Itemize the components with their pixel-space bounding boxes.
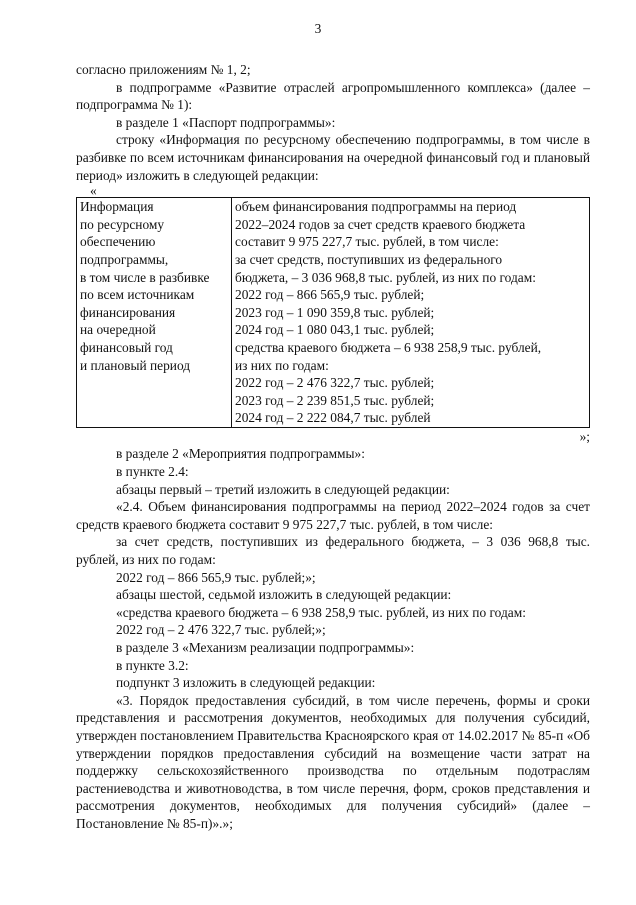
table-cell-label <box>77 198 232 428</box>
value-line: 2022 год – 866 565,9 тыс. рублей; <box>235 287 425 303</box>
table-cell-value <box>232 198 590 428</box>
paragraph: 2022 год – 866 565,9 тыс. рублей;»; <box>116 569 316 585</box>
table-row <box>77 198 590 428</box>
value-line: 2024 год – 2 222 084,7 тыс. рублей <box>235 410 431 426</box>
paragraph: строку «Информация по ресурсному обеспечению подпрограммы, в том числе в разбивке по всем источникам финансирования на очередной финансовый год и плановый период» изложить в следующей редакции: <box>76 132 590 183</box>
paragraph: в разделе 2 «Мероприятия подпрограммы»: <box>116 446 365 462</box>
paragraph: в пункте 3.2: <box>116 657 189 673</box>
value-line: составит 9 975 227,7 тыс. рублей, в том числе: <box>235 234 499 250</box>
paragraph: в подпрограмме «Развитие отраслей агропромышленного комплекса» (далее – подпрограмма № 1): <box>76 79 590 113</box>
paragraph: абзацы первый – третий изложить в следующей редакции: <box>116 481 450 497</box>
paragraph: абзацы шестой, седьмой изложить в следующей редакции: <box>116 587 452 603</box>
page-number: 3 <box>314 21 322 36</box>
label-line: финансовый год <box>80 339 173 355</box>
value-line: 2023 год – 1 090 359,8 тыс. рублей; <box>235 304 435 320</box>
paragraph: в пункте 2.4: <box>116 464 189 480</box>
value-line: объем финансирования подпрограммы на период <box>235 199 517 215</box>
paragraph: в разделе 3 «Механизм реализации подпрограммы»: <box>116 640 415 655</box>
label-line: в том числе в разбивке <box>80 269 210 285</box>
value-line: бюджета, – 3 036 968,8 тыс. рублей, из них по годам: <box>235 269 536 285</box>
label-line: на очередной <box>80 322 156 338</box>
quote-open: « <box>90 183 97 199</box>
paragraph: «3. Порядок предоставления субсидий, в том числе перечень, формы и сроки представления и рассмотрения документов, необходимых для получения субсидий, утвержден постановлением Правительства Красноярского края от 14.02.2017 № 85-п «Об утверждении порядков предоставления субсидий на возмещение части затрат на поддержку сельскохозяйственного производства по отдельным подотраслям растениеводства и животноводства, в том числе перечня, форм, сроков представления и рассмотрения документов, необходимых для получения субсидий» (далее – Постановление № 85-п)».»; <box>76 692 590 831</box>
value-line: средства краевого бюджета – 6 938 258,9 тыс. рублей, <box>235 339 542 355</box>
quote-close: »; <box>579 428 590 444</box>
value-line: 2024 год – 1 080 043,1 тыс. рублей; <box>235 322 435 338</box>
resource-table <box>76 197 590 428</box>
paragraph: 2022 год – 2 476 322,7 тыс. рублей;»; <box>116 622 326 638</box>
value-line: 2023 год – 2 239 851,5 тыс. рублей; <box>235 392 435 408</box>
label-line: Информация <box>80 199 154 215</box>
value-line: за счет средств, поступивших из федерального <box>235 251 503 267</box>
document-body <box>76 61 590 833</box>
paragraph: за счет средств, поступивших из федерального бюджета, – 3 036 968,8 тыс. рублей, из них по годам: <box>76 534 590 568</box>
label-line: по всем источникам <box>80 287 195 303</box>
value-line: 2022–2024 годов за счет средств краевого бюджета <box>235 216 526 232</box>
label-line: обеспечению <box>80 234 156 250</box>
label-line: и плановый период <box>80 357 191 373</box>
value-line: из них по годам: <box>235 357 329 373</box>
label-line: по ресурсному <box>80 216 165 232</box>
paragraph: «средства краевого бюджета – 6 938 258,9 тыс. рублей, из них по годам: <box>116 604 526 620</box>
paragraph: в разделе 1 «Паспорт подпрограммы»: <box>116 114 336 130</box>
label-line: финансирования <box>80 304 176 320</box>
value-line: 2022 год – 2 476 322,7 тыс. рублей; <box>235 375 435 391</box>
paragraph: подпункт 3 изложить в следующей редакции: <box>116 675 376 691</box>
label-line: подпрограммы, <box>80 251 169 267</box>
paragraph: «2.4. Объем финансирования подпрограммы на период 2022–2024 годов за счет средств краевого бюджета составит 9 975 227,7 тыс. рублей, в том числе: <box>76 499 590 532</box>
paragraph: согласно приложениям № 1, 2; <box>76 62 251 77</box>
